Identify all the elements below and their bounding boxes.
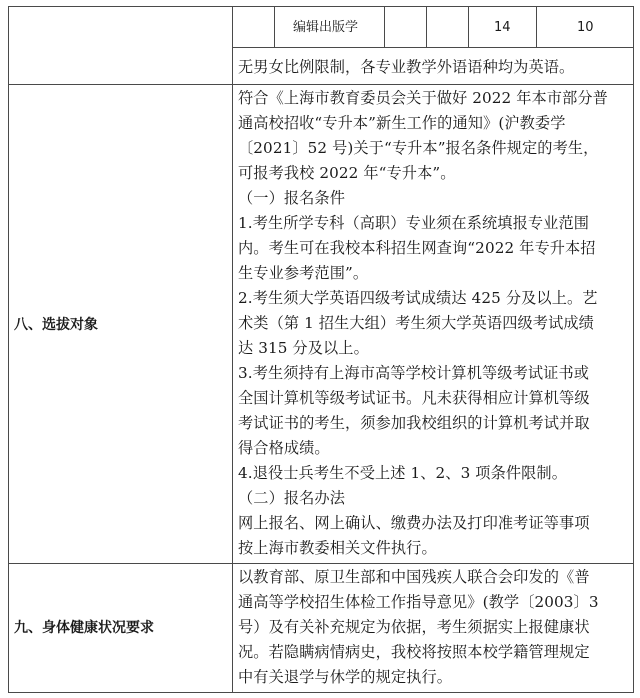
row-divider-section9 [8, 563, 634, 564]
sub-table-bottom-border [232, 47, 634, 48]
text-line: 生专业参考范围”。 [238, 264, 369, 282]
sub-table-divider-2 [384, 6, 385, 47]
text-line: 3.考生须持有上海市高等学校计算机等级考试证书或 [238, 364, 590, 382]
text-line: 可报考我校 2022 年“专升本”。 [238, 164, 456, 182]
text-line: 号）及有关补充规定为依据，考生须据实上报健康状 [238, 618, 590, 636]
table-border-top [8, 6, 634, 7]
subject-cell: 编辑出版学 [293, 20, 359, 35]
text-line: 1.考生所学专科（高职）专业须在系统填报专业范围 [238, 214, 590, 232]
sub-table-divider-5 [536, 6, 537, 47]
text-line: 符合《上海市教育委员会关于做好 2022 年本市部分普 [238, 89, 608, 107]
text-line: 〔2021〕52 号)关于“专升本”报名条件规定的考生， [238, 139, 599, 157]
subheading: （二）报名办法 [238, 489, 346, 507]
text-line: 以教育部、原卫生部和中国残疾人联合会印发的《普 [238, 568, 590, 586]
value-cell-a: 14 [494, 20, 511, 35]
text-line: 2.考生须大学英语四级考试成绩达 425 分及以上。艺 [238, 289, 598, 307]
sub-table-divider-4 [468, 6, 469, 47]
text-line: 达 315 分及以上。 [238, 339, 369, 357]
text-line: 通高校招收“专升本”新生工作的通知》(沪教委学 [238, 114, 566, 132]
text-line: 况。若隐瞒病情病史，我校将按照本校学籍管理规定 [238, 643, 590, 661]
text-line: 网上报名、网上确认、缴费办法及打印准考证等事项 [238, 514, 590, 532]
text-line: 考试证书的考生，须参加我校组织的计算机考试并取 [238, 414, 590, 432]
sub-table-divider-3 [426, 6, 427, 47]
note-text: 无男女比例限制，各专业教学外语语种均为英语。 [238, 58, 575, 76]
section9-label: 九、身体健康状况要求 [14, 620, 154, 636]
sub-table-divider-1 [274, 6, 275, 47]
value-cell-b: 10 [577, 20, 594, 35]
text-line: 中有关退学与休学的规定执行。 [238, 668, 453, 686]
row-divider-section8 [8, 84, 634, 85]
text-line: 得合格成绩。 [238, 439, 330, 457]
text-line: 按上海市教委相关文件执行。 [238, 539, 437, 557]
text-line: 4.退役士兵考生不受上述 1、2、3 项条件限制。 [238, 464, 568, 482]
text-line: 全国计算机等级考试证书。凡未获得相应计算机等级 [238, 389, 590, 407]
subheading: （一）报名条件 [238, 189, 346, 207]
column-divider [232, 6, 233, 693]
text-line: 术类（第 1 招生大组）考生须大学英语四级考试成绩 [238, 314, 594, 332]
table-border-left [8, 6, 9, 693]
section8-label: 八、选拔对象 [14, 317, 98, 333]
table-border-bottom [8, 692, 634, 693]
text-line: 内。考生可在我校本科招生网查询“2022 年专升本招 [238, 239, 596, 257]
text-line: 通高等学校招生体检工作指导意见》(教学〔2003〕3 [238, 593, 599, 611]
